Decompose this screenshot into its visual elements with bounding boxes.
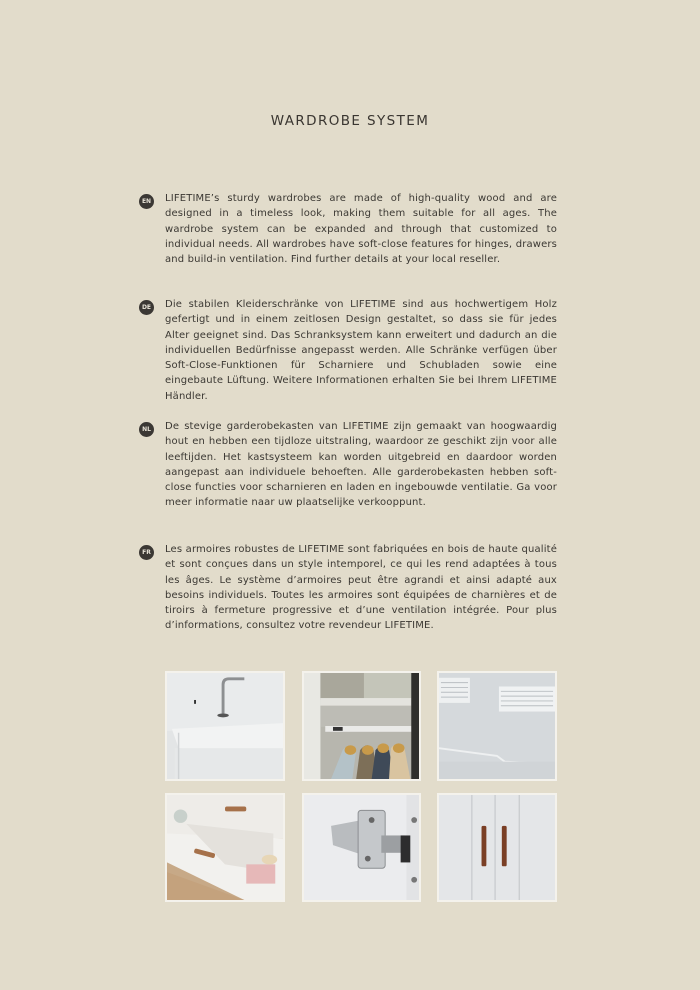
section-en	[139, 191, 557, 271]
section-nl	[139, 419, 557, 514]
paragraph-de: Die stabilen Kleiderschränke von LIFETIME sind aus hochwertigem Holz gefertigt und in einem zeitlosen Design gestaltet, so dass sie für jedes Alter geeignet sind. Das Schranksystem kann erweitert und dadurch an die individuellen Bedürfnisse angepasst werden. Alle Schränke verfügen über Soft-Close-Funktionen für Scharniere und Schubladen sowie eine eingebaute Lüftung. Weitere Informationen erhalten Sie bei Ihrem LIFETIME Händler.	[165, 299, 557, 402]
page-title: WARDROBE SYSTEM	[270, 113, 430, 129]
language-badge-en: EN	[139, 194, 154, 209]
photo-ventilation	[437, 671, 557, 781]
section-fr	[139, 542, 557, 637]
photo-drawers	[165, 793, 285, 902]
paragraph-nl: De stevige garderobekasten van LIFETIME zijn gemaakt van hoogwaardig hout en hebben een tijdloze uitstraling, waardoor ze geschikt zijn voor alle leeftijden. Het kastsysteem kan worden uitgebreid en daardoor worden aangepast aan individuele behoeften. Alle garderobekasten hebben soft-close functies voor scharnieren en laden en ingebouwde ventilatie. Ga voor meer informatie naar uw plaatselijke verkooppunt.	[165, 421, 557, 509]
language-badge-nl: NL	[139, 422, 154, 437]
paragraph-fr: Les armoires robustes de LIFETIME sont fabriquées en bois de haute qualité et sont conçues dans un style intemporel, ce qui les rend adaptées à tous les âges. Le système d’armoires peut être agrandi et ainsi adapté aux besoins individuels. Toutes les armoires sont équipées de charnières et de tiroirs à fermeture progressive et d’une ventilation intégrée. Pour plus d’informations, consultez votre revendeur LIFETIME.	[165, 544, 557, 632]
language-badge-de: DE	[139, 300, 154, 315]
photo-wardrobe-doors	[437, 793, 557, 902]
paragraph-en: LIFETIME’s sturdy wardrobes are made of high-quality wood and are designed in a timeless look, making them suitable for all ages. The wardrobe system can be expanded and through that customized to individual needs. All wardrobes have soft-close features for hinges, drawers and build-in ventilation. Find further details at your local reseller.	[165, 193, 557, 266]
photo-hanging-clothes	[302, 671, 421, 781]
section-de	[139, 297, 557, 402]
photo-wardrobe-top	[165, 671, 285, 781]
language-badge-fr: FR	[139, 545, 154, 560]
photo-hinge	[302, 793, 421, 902]
